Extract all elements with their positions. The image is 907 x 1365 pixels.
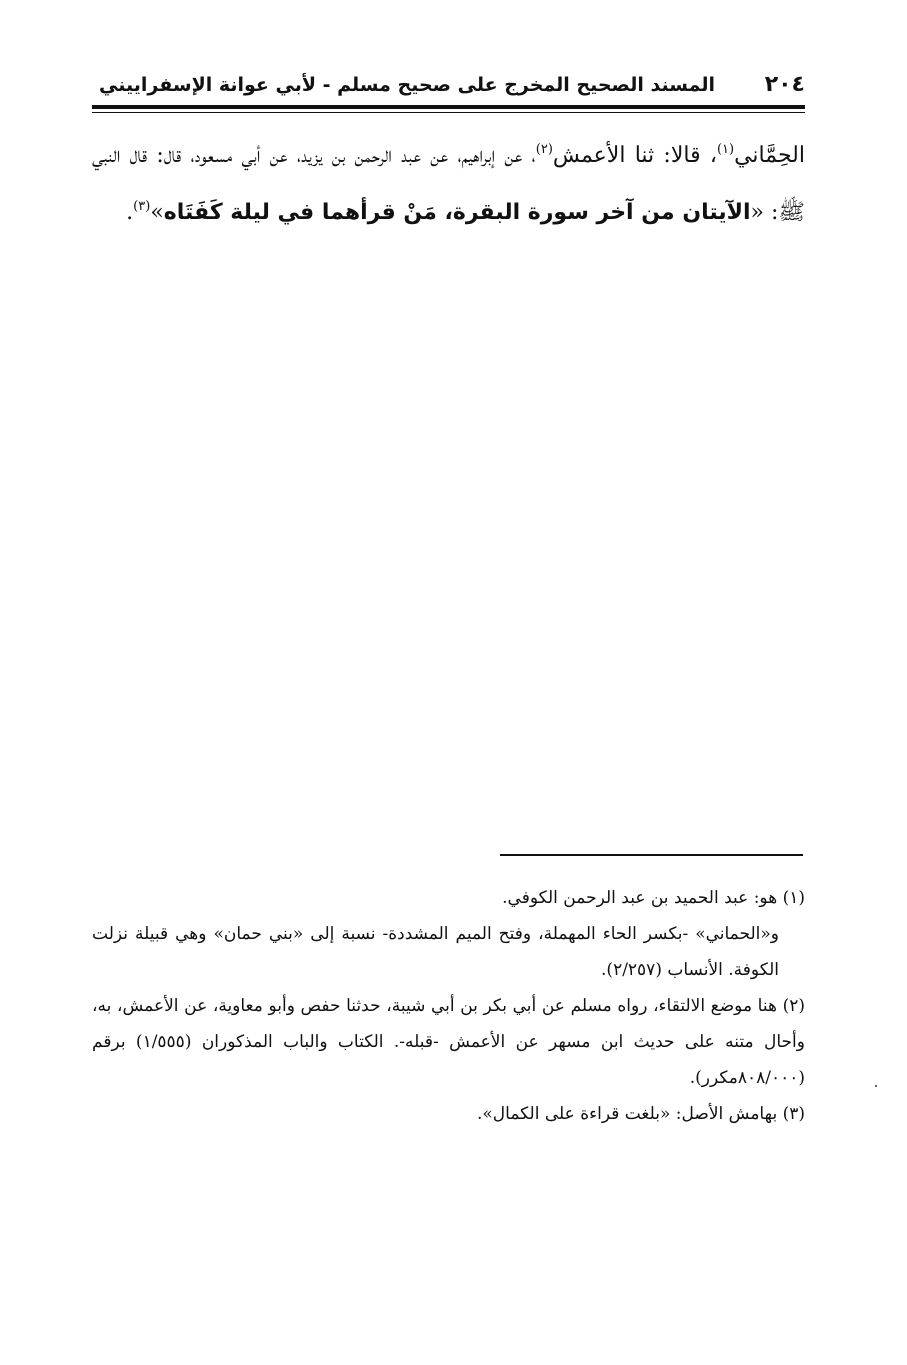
page-number: ٢٠٤	[764, 72, 805, 97]
footnote-marker-2[interactable]: (٢)	[535, 142, 553, 157]
footnote-2: (٢) هنا موضع الالتقاء، رواه مسلم عن أبي بكر بن أبي شيبة، حدثنا حفص وأبو معاوية، عن الأعمش، به، وأحال متنه على حديث ابن مسهر عن الأعمش -قبله-. الكتاب والباب المذكوران (١/٥٥٥) برقم (٨٠٨/٠٠٠مكرر).	[92, 996, 805, 1088]
text-segment: »	[150, 200, 164, 225]
footnote-marker-1[interactable]: (١)	[716, 142, 735, 157]
text-segment: .	[126, 200, 134, 225]
footnote-marker-3[interactable]: (٣)	[133, 199, 151, 214]
text-segment: الحِمَّاني	[734, 143, 805, 168]
running-header	[92, 70, 805, 104]
book-title: المسند الصحيح المخرج على صحيح مسلم - لأبي عوانة الإسفراييني	[99, 74, 715, 96]
footnotes	[92, 880, 805, 1132]
header-rule-thick	[92, 105, 805, 109]
main-text	[92, 124, 805, 238]
text-segment: ، قالا: ثنا الأعمش	[552, 143, 717, 168]
hadith-text: الآيتان من آخر سورة البقرة، مَنْ قرأهما في ليلة كَفَتَاه	[163, 200, 751, 225]
margin-mark	[875, 1085, 877, 1087]
footnote-1: (١) هو: عبد الحميد بن عبد الرحمن الكوفي.	[502, 888, 805, 908]
footnote-3: (٣) بهامش الأصل: «بلغت قراءة على الكمال».	[477, 1104, 805, 1124]
text-segment: ، عن إبراهيم، عن عبد الرحمن بن يزيد، عن أبي مسعود، قال: قال النبي ﷺ: «	[92, 143, 805, 225]
footnote-1-note: و«الحماني» -بكسر الحاء المهملة، وفتح الميم المشددة- نسبة إلى «بني حمان» وهي قبيلة نزلت الكوفة. الأنساب (٢/٢٥٧).	[92, 924, 779, 980]
footnote-separator	[500, 854, 803, 856]
header-rule-thin	[92, 112, 805, 113]
